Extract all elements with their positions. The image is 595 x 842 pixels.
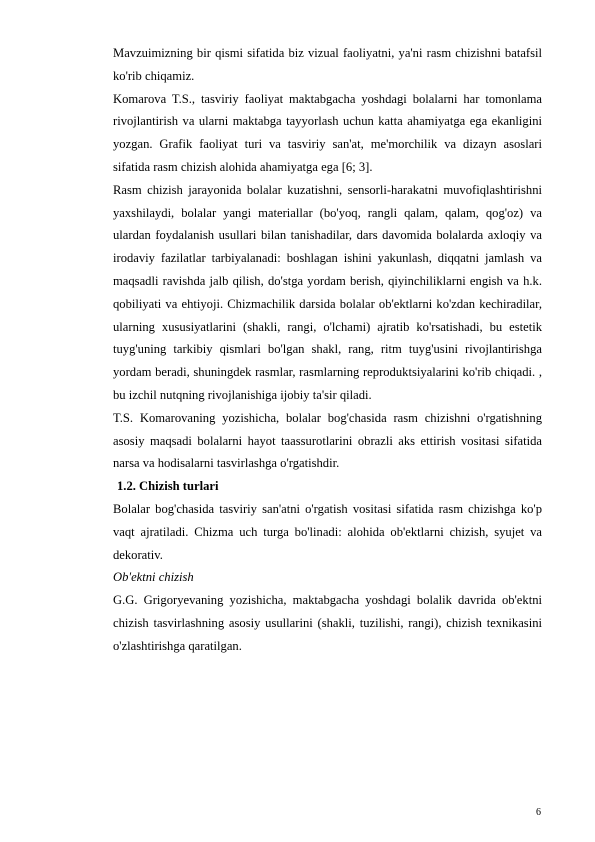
paragraph-drawing-process: Rasm chizish jarayonida bolalar kuzatishni, sensorli-harakatni muvofiqlashtirishni yaxshilaydi, bolalar yangi materiallar (bo'yoq, rangli qalam, qalam, qog'oz) va ulardan foydalanish usullari bilan tanishadilar, dars davomida bolalarda axloqiy va irodaviy fazilatlar tarbiyalanadi: boshlagan ishini yakunlash, diqqatni jamlash va maqsadli ravishda jalb qilish, do'stga yordam berish, qiyinchiliklarni engish va h.k. qobiliyati va ehtiyoji. Chizmachilik darsida bolalar ob'ektlarni ko'zdan kechiradilar, ularning xususiyatlarini (shakli, rangi, o'lchami) ajratib ko'rsatishadi, bu estetik tuyg'uning tarkibiy qismlari bo'lgan shakl, rang, ritm tuyg'usini rivojlantirishga yordam beradi, shuningdek rasmlar, rasmlarning reproduktsiyalarini ko'rib chiqadi. , bu izchil nutqning rivojlanishiga ijobiy ta'sir qiladi. (113, 182, 542, 402)
page-number: 6 (536, 807, 541, 818)
section-heading: 1.2. Chizish turlari (117, 479, 219, 494)
paragraph-intro: Mavzuimizning bir qismi sifatida biz vizual faoliyatni, ya'ni rasm chizishni batafsil ko'rib chiqamiz. (113, 46, 542, 83)
paragraph-drawing-types: Bolalar bog'chasida tasviriy san'atni o'rgatish vositasi sifatida rasm chizishga ko'p vaqt ajratiladi. Chizma uch turga bo'linadi: alohida ob'ektlarni chizish, syujet va dekorativ. (113, 501, 542, 562)
paragraph-main-goal: T.S. Komarovaning yozishicha, bolalar bog'chasida rasm chizishni o'rgatishning asosiy maqsadi bolalarni hayot taassurotlarini obrazli aks ettirish vositasi sifatida narsa va hodisalarni tasvirlashga o'rgatishdir. (113, 410, 542, 471)
subsection-heading: Ob'ektni chizish (113, 570, 194, 585)
paragraph-komarova: Komarova T.S., tasviriy faoliyat maktabgacha yoshdagi bolalarni har tomonlama rivojlantirish va ularni maktabga tayyorlash uchun katta ahamiyatga ega ekanligini yozgan. Grafik faoliyat turi va tasviriy san'at, me'morchilik va dizayn asoslari sifatida rasm chizish alohida ahamiyatga ega [6; 3]. (113, 91, 542, 174)
paragraph-object-drawing: G.G. Grigoryevaning yozishicha, maktabgacha yoshdagi bolalik davrida ob'ektni chizish tasvirlashning asosiy usullarini (shakli, tuzilishi, rangi), chizish texnikasini o'zlashtirishga qaratilgan. (113, 593, 542, 653)
document-page (113, 42, 542, 658)
